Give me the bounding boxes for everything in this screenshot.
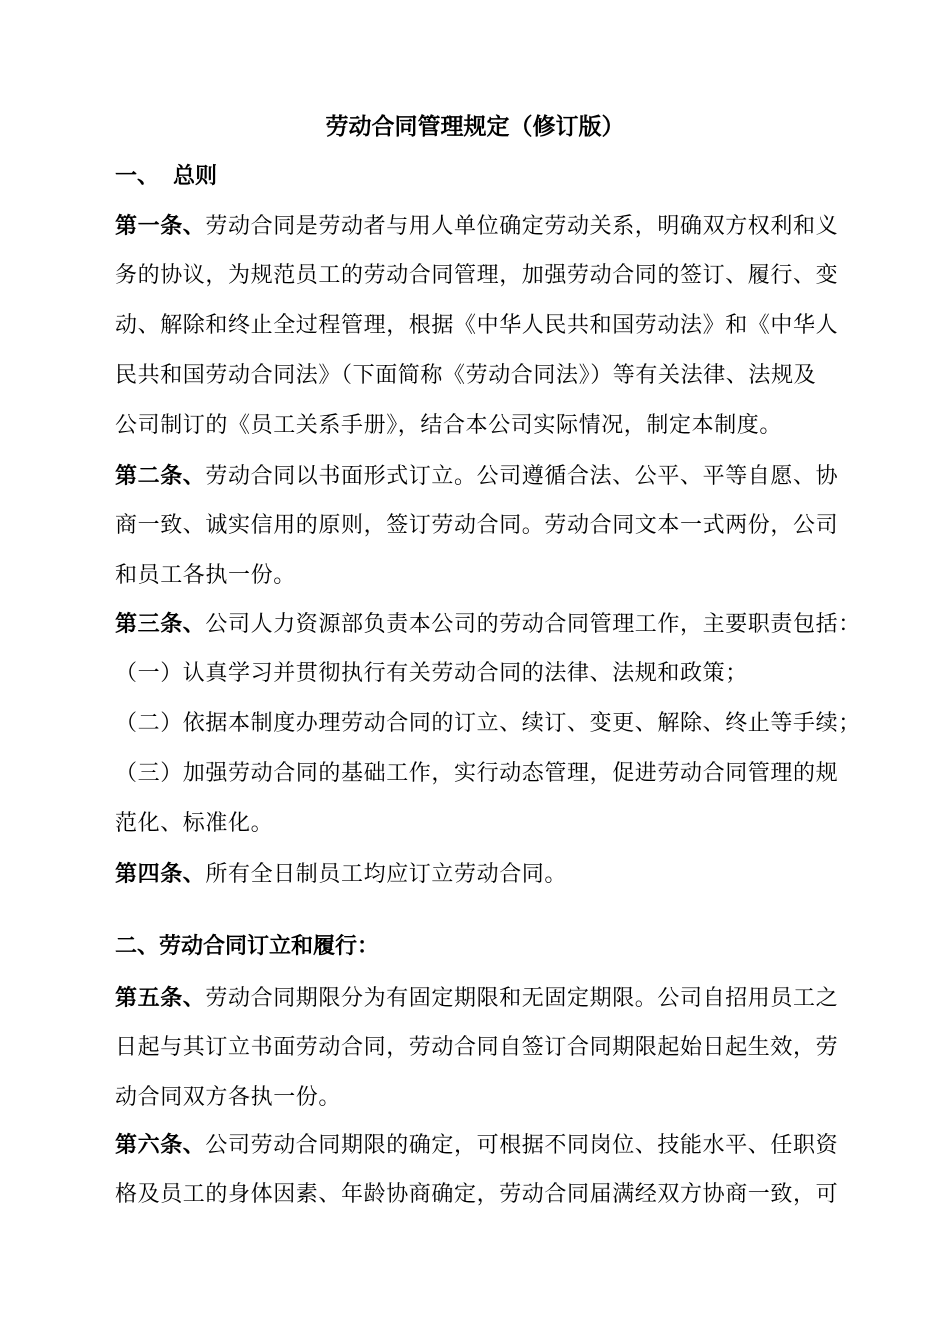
article-line: 公司制订的《员工关系手册》，结合本公司实际情况，制定本制度。 <box>115 413 783 438</box>
article-line: 和员工各执一份。 <box>115 563 296 588</box>
article-line: 动、解除和终止全过程管理，根据《中华人民共和国劳动法》和《中华人 <box>115 313 839 338</box>
article-label: 第六条、 <box>115 1132 206 1158</box>
article-line <box>115 599 861 649</box>
article-line: 商一致、诚实信用的原则，签订劳动合同。劳动合同文本一式两份，公司 <box>115 513 839 538</box>
section-heading-contract: 二、劳动合同订立和履行： <box>115 933 380 959</box>
article-list-item: （三）加强劳动合同的基础工作，实行动态管理，促进劳动合同管理的规 <box>115 761 839 786</box>
article-label: 第二条、 <box>115 463 206 489</box>
article-line <box>115 201 845 251</box>
article-list-item: （二）依据本制度办理劳动合同的订立、续订、变更、解除、终止等手续； <box>115 711 861 736</box>
article-line <box>115 849 845 899</box>
article-list-item: （一）认真学习并贯彻执行有关劳动合同的法律、法规和政策； <box>115 661 748 686</box>
article-3 <box>115 599 861 849</box>
article-4 <box>115 849 845 899</box>
document-title: 劳动合同管理规定（修订版） <box>325 113 625 140</box>
article-text: 劳动合同是劳动者与用人单位确定劳动关系，明确双方权利和义 <box>205 214 839 239</box>
article-2 <box>115 451 845 601</box>
article-text: 所有全日制员工均应订立劳动合同。 <box>205 862 568 887</box>
article-text: 公司劳动合同期限的确定，可根据不同岗位、技能水平、任职资 <box>205 1133 839 1158</box>
article-line: 范化、标准化。 <box>115 811 274 836</box>
article-6 <box>115 1120 845 1220</box>
article-label: 第四条、 <box>115 861 206 887</box>
article-line: 动合同双方各执一份。 <box>115 1085 342 1110</box>
article-1 <box>115 201 845 451</box>
article-line: 格及员工的身体因素、年龄协商确定，劳动合同届满经双方协商一致，可 <box>115 1182 839 1207</box>
article-text: 公司人力资源部负责本公司的劳动合同管理工作，主要职责包括： <box>205 612 861 637</box>
article-line: 民共和国劳动合同法》（下面简称《劳动合同法》）等有关法律、法规及 <box>115 363 817 388</box>
article-label: 第三条、 <box>115 611 206 637</box>
article-line: 日起与其订立书面劳动合同，劳动合同自签订合同期限起始日起生效，劳 <box>115 1035 839 1060</box>
section-title: 总则 <box>173 163 218 189</box>
article-line <box>115 1120 845 1170</box>
article-label: 第五条、 <box>115 985 206 1011</box>
article-text: 劳动合同以书面形式订立。公司遵循合法、公平、平等自愿、协 <box>205 464 839 489</box>
section-number: 一、 <box>115 163 160 189</box>
article-label: 第一条、 <box>115 213 206 239</box>
article-line <box>115 973 845 1023</box>
section-heading-general <box>115 160 217 192</box>
article-line <box>115 451 845 501</box>
article-5 <box>115 973 845 1123</box>
article-text: 劳动合同期限分为有固定期限和无固定期限。公司自招用员工之 <box>205 986 839 1011</box>
article-line: 务的协议，为规范员工的劳动合同管理，加强劳动合同的签订、履行、变 <box>115 263 839 288</box>
